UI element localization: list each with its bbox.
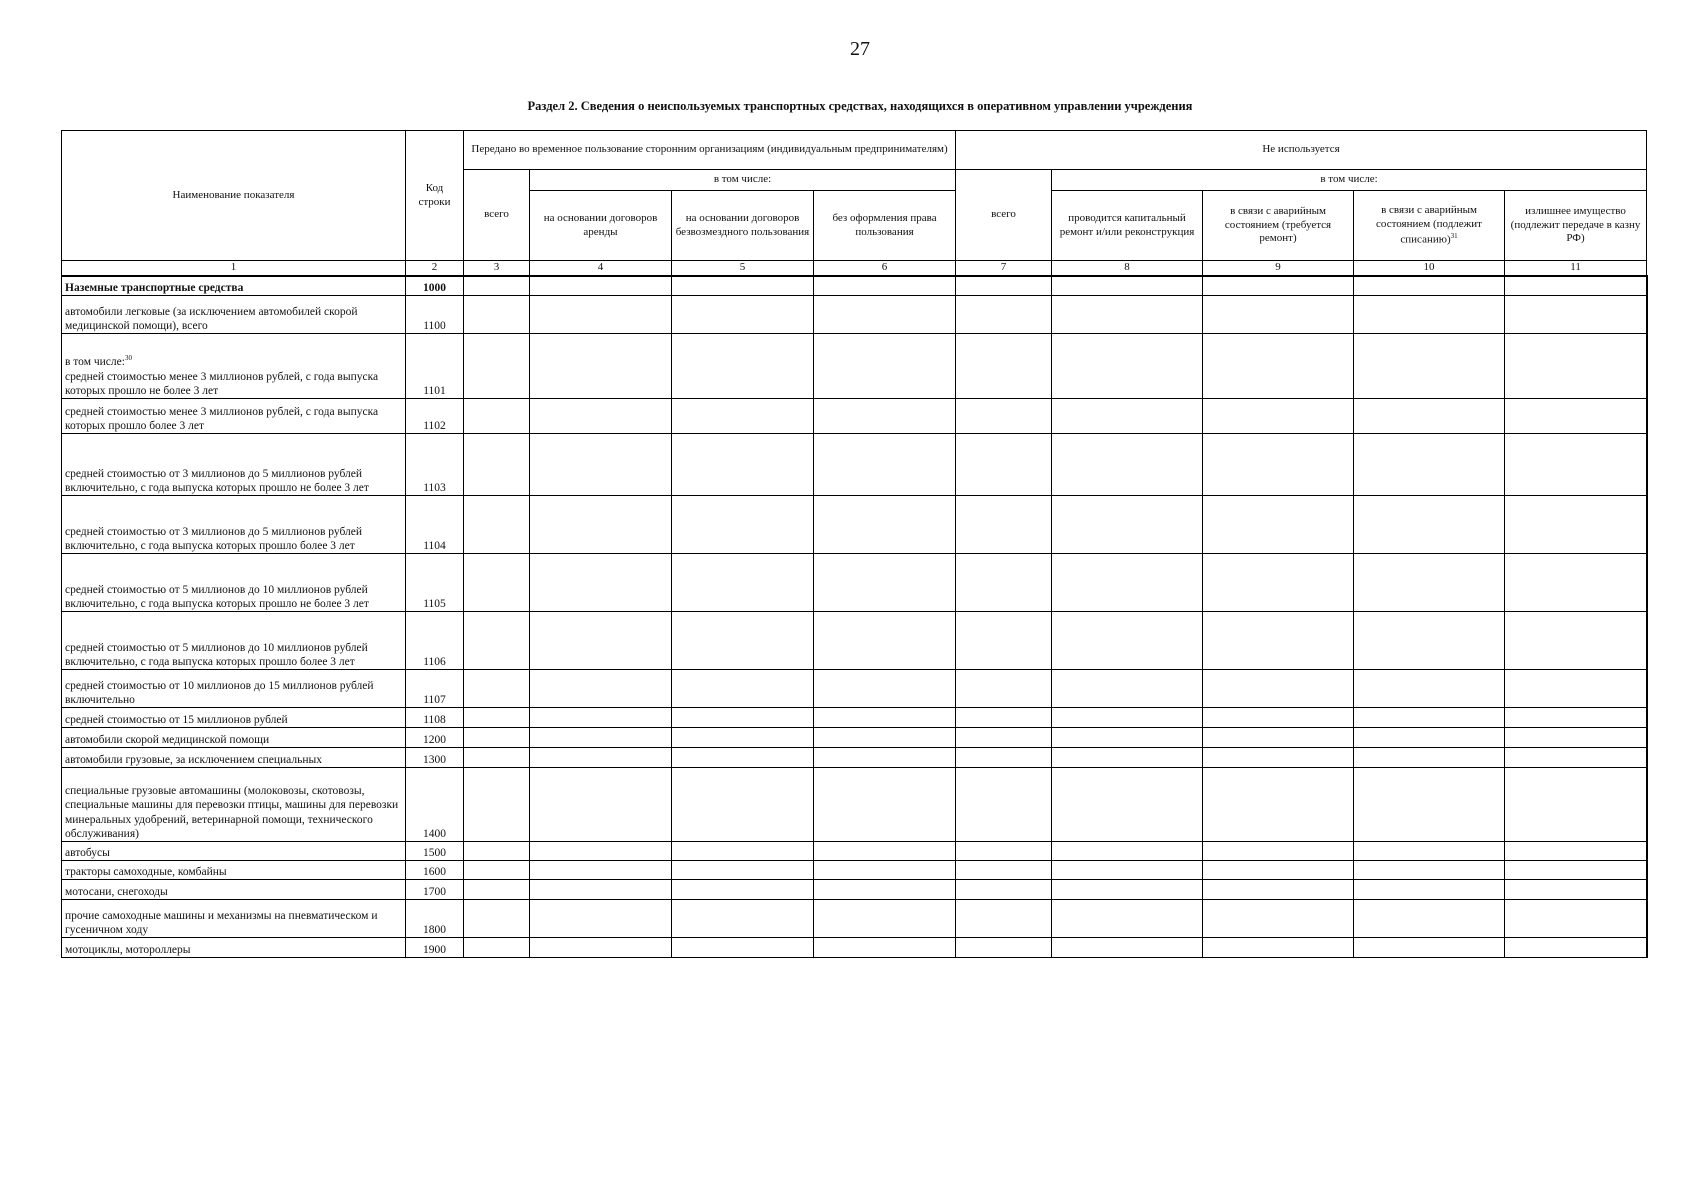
column-number: 6: [814, 261, 956, 276]
table-row: [62, 434, 1647, 496]
value-cell[interactable]: [1203, 900, 1354, 938]
value-cell[interactable]: [1052, 861, 1203, 880]
footnote-ref: 30: [124, 354, 132, 363]
value-cell[interactable]: [814, 554, 956, 612]
row-code: 1400: [406, 768, 464, 842]
value-cell[interactable]: [1354, 496, 1505, 554]
value-cell[interactable]: [956, 554, 1052, 612]
value-cell[interactable]: [672, 496, 814, 554]
value-cell[interactable]: [1505, 334, 1647, 399]
value-cell[interactable]: [1203, 768, 1354, 842]
row-name-text: средней стоимостью от 3 миллионов до 5 миллионов рублей включительно, с года выпуска которых прошло более 3 лет: [65, 525, 363, 552]
value-cell[interactable]: [814, 708, 956, 728]
value-cell[interactable]: [530, 434, 672, 496]
value-cell[interactable]: [1203, 334, 1354, 399]
value-cell[interactable]: [1052, 900, 1203, 938]
column-number: 7: [956, 261, 1052, 276]
table-row: [62, 670, 1647, 708]
value-cell[interactable]: [1354, 612, 1505, 670]
row-prefix-line: [65, 354, 402, 369]
value-cell[interactable]: [956, 670, 1052, 708]
row-name-text: средней стоимостью от 15 миллионов рублей: [65, 713, 288, 726]
value-cell[interactable]: [1203, 434, 1354, 496]
value-cell[interactable]: [1505, 748, 1647, 768]
value-cell[interactable]: [956, 861, 1052, 880]
value-cell[interactable]: [1505, 554, 1647, 612]
value-cell[interactable]: [956, 748, 1052, 768]
value-cell[interactable]: [1354, 768, 1505, 842]
row-name: [62, 496, 406, 554]
value-cell[interactable]: [1505, 296, 1647, 334]
row-name-text: автомобили скорой медицинской помощи: [65, 733, 270, 746]
value-cell[interactable]: [814, 748, 956, 768]
value-cell[interactable]: [1203, 612, 1354, 670]
value-cell[interactable]: [956, 938, 1052, 958]
value-cell[interactable]: [1203, 496, 1354, 554]
value-cell[interactable]: [1203, 842, 1354, 861]
value-cell[interactable]: [956, 768, 1052, 842]
value-cell[interactable]: [672, 708, 814, 728]
row-code: 1000: [406, 276, 464, 296]
value-cell[interactable]: [1354, 938, 1505, 958]
row-code: 1900: [406, 938, 464, 958]
value-cell[interactable]: [464, 938, 530, 958]
value-cell[interactable]: [1052, 938, 1203, 958]
value-cell[interactable]: [1052, 842, 1203, 861]
value-cell[interactable]: [1203, 554, 1354, 612]
value-cell[interactable]: [1203, 399, 1354, 434]
value-cell[interactable]: [1052, 748, 1203, 768]
column-number: 1: [62, 261, 406, 276]
value-cell[interactable]: [814, 938, 956, 958]
value-cell[interactable]: [814, 880, 956, 900]
value-cell[interactable]: [1354, 900, 1505, 938]
value-cell[interactable]: [1052, 612, 1203, 670]
value-cell[interactable]: [956, 708, 1052, 728]
value-cell[interactable]: [814, 861, 956, 880]
table-row: [62, 296, 1647, 334]
row-name-text: средней стоимостью менее 3 миллионов рублей, с года выпуска которых прошло не более 3 лет: [65, 370, 379, 397]
row-code: 1800: [406, 900, 464, 938]
row-name: [62, 880, 406, 900]
value-cell[interactable]: [956, 842, 1052, 861]
value-cell[interactable]: [1052, 276, 1203, 296]
row-code: 1300: [406, 748, 464, 768]
value-cell[interactable]: [464, 554, 530, 612]
section-title: Раздел 2. Сведения о неиспользуемых транспортных средствах, находящихся в оперативном управлении учреждения: [527, 99, 1193, 113]
row-name-text: средней стоимостью от 10 миллионов до 15 миллионов рублей включительно: [65, 679, 374, 706]
table-row: [62, 334, 1647, 399]
value-cell[interactable]: [1052, 670, 1203, 708]
value-cell[interactable]: [1052, 880, 1203, 900]
value-cell[interactable]: [1203, 670, 1354, 708]
value-cell[interactable]: [1203, 861, 1354, 880]
report-table: [61, 130, 1648, 958]
column-number: 5: [672, 261, 814, 276]
row-name-text: средней стоимостью от 3 миллионов до 5 миллионов рублей включительно, с года выпуска которых прошло не более 3 лет: [65, 467, 369, 494]
value-cell[interactable]: [672, 276, 814, 296]
value-cell[interactable]: [672, 748, 814, 768]
value-cell[interactable]: [530, 296, 672, 334]
value-cell[interactable]: [814, 768, 956, 842]
value-cell[interactable]: [1052, 708, 1203, 728]
value-cell[interactable]: [530, 708, 672, 728]
table-row: [62, 554, 1647, 612]
row-code: 1106: [406, 612, 464, 670]
header-total-not-used: всего: [956, 170, 1052, 261]
value-cell[interactable]: [1354, 296, 1505, 334]
row-name: [62, 612, 406, 670]
row-code: 1104: [406, 496, 464, 554]
row-name-text: прочие самоходные машины и механизмы на пневматическом и гусеничном ходу: [65, 909, 378, 936]
header-free-use: на основании договоров безвозмездного пользования: [672, 191, 814, 261]
row-name-text: мотоциклы, мотороллеры: [65, 943, 191, 956]
value-cell[interactable]: [672, 861, 814, 880]
column-number: 4: [530, 261, 672, 276]
value-cell[interactable]: [672, 296, 814, 334]
value-cell[interactable]: [672, 768, 814, 842]
value-cell[interactable]: [530, 748, 672, 768]
row-name-text: автомобили грузовые, за исключением специальных: [65, 753, 322, 766]
value-cell[interactable]: [672, 900, 814, 938]
value-cell[interactable]: [814, 900, 956, 938]
header-total-transferred: всего: [464, 170, 530, 261]
value-cell[interactable]: [672, 938, 814, 958]
value-cell[interactable]: [956, 728, 1052, 748]
value-cell[interactable]: [1354, 861, 1505, 880]
value-cell[interactable]: [1354, 728, 1505, 748]
header-including-transferred: в том числе:: [530, 170, 956, 191]
value-cell[interactable]: [530, 496, 672, 554]
value-cell[interactable]: [1505, 842, 1647, 861]
value-cell[interactable]: [1052, 399, 1203, 434]
column-number: 10: [1354, 261, 1505, 276]
table-row: [62, 861, 1647, 880]
value-cell[interactable]: [814, 334, 956, 399]
row-code: 1600: [406, 861, 464, 880]
header-emergency-repair: в связи с аварийным состоянием (требуется ремонт): [1203, 191, 1354, 261]
header-including-not-used: в том числе:: [1052, 170, 1647, 191]
header-code: Код строки: [406, 131, 464, 261]
table-header: [62, 131, 1647, 276]
row-prefix-text: в том числе:: [65, 356, 125, 369]
table-body: [62, 276, 1647, 958]
value-cell[interactable]: [1505, 768, 1647, 842]
value-cell[interactable]: [1505, 612, 1647, 670]
value-cell[interactable]: [464, 842, 530, 861]
value-cell[interactable]: [814, 296, 956, 334]
row-name: [62, 861, 406, 880]
table-row: [62, 728, 1647, 748]
row-name-text: мотосани, снегоходы: [65, 885, 168, 898]
row-name-text: Наземные транспортные средства: [65, 281, 244, 294]
column-number: 8: [1052, 261, 1203, 276]
header-repair: проводится капитальный ремонт и/или реконструкция: [1052, 191, 1203, 261]
value-cell[interactable]: [1505, 399, 1647, 434]
value-cell[interactable]: [464, 296, 530, 334]
row-name-text: средней стоимостью от 5 миллионов до 10 миллионов рублей включительно, с года выпуска которых прошло более 3 лет: [65, 641, 368, 668]
value-cell[interactable]: [1052, 768, 1203, 842]
value-cell[interactable]: [672, 399, 814, 434]
value-cell[interactable]: [530, 276, 672, 296]
value-cell[interactable]: [464, 748, 530, 768]
value-cell[interactable]: [464, 900, 530, 938]
row-code: 1103: [406, 434, 464, 496]
value-cell[interactable]: [530, 670, 672, 708]
value-cell[interactable]: [956, 612, 1052, 670]
value-cell[interactable]: [672, 434, 814, 496]
value-cell[interactable]: [1354, 880, 1505, 900]
value-cell[interactable]: [814, 728, 956, 748]
value-cell[interactable]: [1354, 842, 1505, 861]
value-cell[interactable]: [1354, 670, 1505, 708]
row-name: [62, 938, 406, 958]
value-cell[interactable]: [1505, 434, 1647, 496]
value-cell[interactable]: [956, 880, 1052, 900]
value-cell[interactable]: [1052, 334, 1203, 399]
table-row: [62, 880, 1647, 900]
value-cell[interactable]: [1052, 728, 1203, 748]
row-name-text: автобусы: [65, 846, 110, 859]
value-cell[interactable]: [1203, 276, 1354, 296]
table-row: [62, 768, 1647, 842]
value-cell[interactable]: [1505, 938, 1647, 958]
row-code: 1500: [406, 842, 464, 861]
table-row: [62, 708, 1647, 728]
table-row: [62, 748, 1647, 768]
table-row: [62, 276, 1647, 296]
value-cell[interactable]: [672, 842, 814, 861]
value-cell[interactable]: [1203, 708, 1354, 728]
row-code: 1101: [406, 334, 464, 399]
value-cell[interactable]: [530, 334, 672, 399]
row-name-text: специальные грузовые автомашины (молоковозы, скотовозы, специальные машины для перевозки птицы, машины для перевозки минеральных удобрений, ветеринарной помощи, технического обслуживания): [65, 784, 399, 840]
header-surplus: излишнее имущество (подлежит передаче в казну РФ): [1505, 191, 1647, 261]
row-name: [62, 434, 406, 496]
value-cell[interactable]: [1505, 670, 1647, 708]
row-name-text: средней стоимостью менее 3 миллионов рублей, с года выпуска которых прошло более 3 лет: [65, 405, 379, 432]
column-number: 11: [1505, 261, 1647, 276]
value-cell[interactable]: [672, 334, 814, 399]
value-cell[interactable]: [530, 554, 672, 612]
value-cell[interactable]: [530, 842, 672, 861]
value-cell[interactable]: [464, 670, 530, 708]
row-name: [62, 708, 406, 728]
value-cell[interactable]: [1052, 496, 1203, 554]
row-code: 1102: [406, 399, 464, 434]
row-code: 1107: [406, 670, 464, 708]
value-cell[interactable]: [814, 670, 956, 708]
value-cell[interactable]: [1052, 554, 1203, 612]
value-cell[interactable]: [464, 768, 530, 842]
value-cell[interactable]: [1505, 496, 1647, 554]
row-name: [62, 900, 406, 938]
value-cell[interactable]: [1354, 434, 1505, 496]
value-cell[interactable]: [1505, 708, 1647, 728]
header-no-rights: без оформления права пользования: [814, 191, 956, 261]
table-row: [62, 842, 1647, 861]
value-cell[interactable]: [814, 496, 956, 554]
value-cell[interactable]: [464, 399, 530, 434]
row-code: 1100: [406, 296, 464, 334]
value-cell[interactable]: [1052, 296, 1203, 334]
header-emergency-writeoff: в связи с аварийным состоянием (подлежит списанию)$^{31}$: [1354, 191, 1505, 261]
value-cell[interactable]: [814, 434, 956, 496]
value-cell[interactable]: [530, 938, 672, 958]
value-cell[interactable]: [464, 276, 530, 296]
value-cell[interactable]: [956, 276, 1052, 296]
table-row: [62, 496, 1647, 554]
row-name: [62, 768, 406, 842]
value-cell[interactable]: [1203, 728, 1354, 748]
header-name: Наименование показателя: [62, 131, 406, 261]
row-name: [62, 842, 406, 861]
table-row: [62, 399, 1647, 434]
value-cell[interactable]: [530, 900, 672, 938]
row-code: 1700: [406, 880, 464, 900]
value-cell[interactable]: [814, 842, 956, 861]
value-cell[interactable]: [956, 334, 1052, 399]
value-cell[interactable]: [464, 434, 530, 496]
value-cell[interactable]: [1354, 399, 1505, 434]
value-cell[interactable]: [672, 670, 814, 708]
value-cell[interactable]: [464, 334, 530, 399]
table-row: [62, 900, 1647, 938]
value-cell[interactable]: [1354, 708, 1505, 728]
value-cell[interactable]: [1203, 938, 1354, 958]
row-name: [62, 276, 406, 296]
row-code: 1108: [406, 708, 464, 728]
value-cell[interactable]: [956, 434, 1052, 496]
table-row: [62, 938, 1647, 958]
value-cell[interactable]: [464, 880, 530, 900]
row-code: 1105: [406, 554, 464, 612]
column-number: 9: [1203, 261, 1354, 276]
value-cell[interactable]: [530, 861, 672, 880]
row-name: [62, 334, 406, 399]
header-transferred-group: Передано во временное пользование сторонним организациям (индивидуальным предпринимателям): [464, 131, 956, 170]
value-cell[interactable]: [1354, 554, 1505, 612]
row-name: [62, 728, 406, 748]
value-cell[interactable]: [464, 496, 530, 554]
value-cell[interactable]: [956, 399, 1052, 434]
value-cell[interactable]: [464, 861, 530, 880]
row-name-text: автомобили легковые (за исключением автомобилей скорой медицинской помощи), всего: [65, 305, 358, 332]
value-cell[interactable]: [464, 708, 530, 728]
value-cell[interactable]: [1354, 748, 1505, 768]
value-cell[interactable]: [1505, 276, 1647, 296]
header-lease: на основании договоров аренды: [530, 191, 672, 261]
page-number: 27: [850, 38, 870, 60]
value-cell[interactable]: [956, 496, 1052, 554]
value-cell[interactable]: [1052, 434, 1203, 496]
value-cell[interactable]: [1354, 276, 1505, 296]
row-name: [62, 296, 406, 334]
row-name: [62, 554, 406, 612]
value-cell[interactable]: [672, 554, 814, 612]
value-cell[interactable]: [1505, 728, 1647, 748]
value-cell[interactable]: [672, 728, 814, 748]
value-cell[interactable]: [1505, 880, 1647, 900]
value-cell[interactable]: [530, 728, 672, 748]
value-cell[interactable]: [530, 768, 672, 842]
value-cell[interactable]: [672, 880, 814, 900]
row-name-text: тракторы самоходные, комбайны: [65, 865, 227, 878]
value-cell[interactable]: [1203, 296, 1354, 334]
value-cell[interactable]: [956, 296, 1052, 334]
value-cell[interactable]: [672, 612, 814, 670]
column-number: 3: [464, 261, 530, 276]
row-name: [62, 670, 406, 708]
value-cell[interactable]: [530, 612, 672, 670]
value-cell[interactable]: [530, 880, 672, 900]
value-cell[interactable]: [530, 399, 672, 434]
row-code: 1200: [406, 728, 464, 748]
value-cell[interactable]: [814, 276, 956, 296]
value-cell[interactable]: [814, 399, 956, 434]
value-cell[interactable]: [464, 612, 530, 670]
column-number: 2: [406, 261, 464, 276]
table-row: [62, 612, 1647, 670]
value-cell[interactable]: [464, 728, 530, 748]
value-cell[interactable]: [1354, 334, 1505, 399]
value-cell[interactable]: [1505, 900, 1647, 938]
header-not-used-group: Не используется: [956, 131, 1647, 170]
row-name-text: средней стоимостью от 5 миллионов до 10 миллионов рублей включительно, с года выпуска которых прошло не более 3 лет: [65, 583, 369, 610]
value-cell[interactable]: [1505, 861, 1647, 880]
row-name: [62, 399, 406, 434]
value-cell[interactable]: [1203, 748, 1354, 768]
value-cell[interactable]: [814, 612, 956, 670]
value-cell[interactable]: [1203, 880, 1354, 900]
row-name: [62, 748, 406, 768]
value-cell[interactable]: [956, 900, 1052, 938]
